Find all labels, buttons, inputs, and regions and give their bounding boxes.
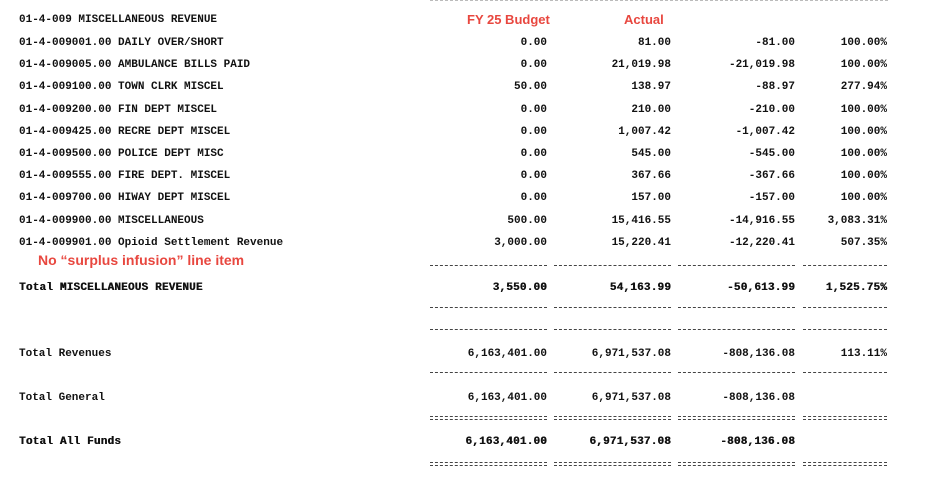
line-item-row [0, 168, 941, 184]
percent-value: 100.00% [840, 37, 887, 49]
column-header-actual: Actual [624, 12, 664, 27]
header-row [0, 12, 941, 28]
rule [803, 265, 887, 269]
percent-value: 100.00% [840, 125, 887, 138]
total-label: Total Revenues [19, 348, 112, 360]
budget-value: 0.00 [520, 103, 547, 116]
budget-value: 0.00 [520, 192, 547, 205]
line-item-row [0, 213, 941, 229]
total-label: Total MISCELLANEOUS REVENUE [19, 282, 203, 294]
total-budget: 6,163,401.00 [467, 392, 547, 404]
percent-value: 100.00% [840, 103, 887, 116]
rule [803, 329, 887, 333]
variance-value: -157.00 [748, 192, 795, 205]
variance-value: -1,007.42 [735, 125, 795, 138]
budget-value: 0.00 [520, 170, 547, 183]
column-header-budget: FY 25 Budget [467, 12, 550, 27]
actual-value: 210.00 [631, 103, 671, 116]
double-rule [803, 462, 887, 466]
line-item-row [0, 235, 941, 251]
account-label: 01-4-009900.00 MISCELLANEOUS [19, 214, 204, 227]
budget-value: 50.00 [513, 81, 547, 94]
budget-value: 3,000.00 [494, 236, 547, 249]
total-misc-row [0, 280, 941, 296]
double-rule [678, 462, 795, 466]
total-variance: -808,136.08 [720, 436, 795, 448]
rule [430, 329, 547, 333]
percent-value: 100.00% [840, 192, 887, 205]
total-actual: 6,971,537.08 [591, 392, 671, 404]
rule [554, 307, 671, 311]
total-budget: 3,550.00 [492, 282, 547, 294]
total-variance: -808,136.08 [722, 392, 795, 404]
total-actual: 6,971,537.08 [591, 348, 671, 360]
account-label: 01-4-009200.00 FIN DEPT MISCEL [19, 103, 218, 116]
double-rule [678, 416, 795, 420]
double-rule [803, 416, 887, 420]
rule [803, 372, 887, 376]
total-percent: 1,525.75% [825, 282, 887, 294]
double-rule [554, 462, 671, 466]
actual-value: 545.00 [631, 148, 671, 160]
account-label: 01-4-009700.00 HIWAY DEPT MISCEL [19, 192, 231, 205]
actual-value: 15,416.55 [611, 214, 671, 227]
budget-value: 0.00 [520, 125, 547, 138]
account-label: 01-4-009901.00 Opioid Settlement Revenue [19, 236, 284, 249]
line-item-row [0, 124, 941, 140]
variance-value: -88.97 [755, 81, 795, 94]
variance-value: -21,019.98 [728, 59, 795, 72]
actual-value: 15,220.41 [611, 236, 671, 249]
variance-value: -14,916.55 [728, 214, 795, 227]
percent-value: 100.00% [840, 170, 887, 183]
rule [678, 307, 795, 311]
section-title: 01-4-009 MISCELLANEOUS REVENUE [19, 14, 218, 26]
percent-value: 100.00% [840, 59, 887, 72]
actual-value: 1,007.42 [618, 125, 671, 138]
line-item-row [0, 190, 941, 206]
variance-value: -545.00 [748, 148, 795, 160]
total-budget: 6,163,401.00 [465, 436, 547, 448]
double-rule [554, 416, 671, 420]
line-item-row [0, 102, 941, 118]
rule [554, 372, 671, 376]
total-revenues-row [0, 346, 941, 362]
actual-value: 157.00 [631, 192, 671, 205]
annotation-note: No “surplus infusion” line item [38, 252, 245, 268]
actual-value: 138.97 [631, 81, 671, 94]
rule [430, 372, 547, 376]
account-label: 01-4-009425.00 RECRE DEPT MISCEL [19, 125, 231, 138]
budget-value: 0.00 [520, 148, 547, 160]
account-label: 01-4-009001.00 DAILY OVER/SHORT [19, 37, 224, 49]
percent-value: 507.35% [840, 236, 887, 249]
rule [430, 307, 547, 311]
actual-value: 81.00 [637, 37, 671, 49]
total-budget: 6,163,401.00 [467, 348, 547, 360]
double-rule [430, 416, 547, 420]
rule [554, 329, 671, 333]
total-label: Total General [19, 392, 105, 404]
account-label: 01-4-009555.00 FIRE DEPT. MISCEL [19, 170, 231, 183]
budget-value: 0.00 [520, 59, 547, 72]
actual-value: 367.66 [631, 170, 671, 183]
line-item-row [0, 79, 941, 95]
total-all-funds-row [0, 434, 941, 450]
line-item-row [0, 35, 941, 51]
percent-value: 100.00% [840, 148, 887, 160]
total-actual: 6,971,537.08 [589, 436, 671, 448]
variance-value: -12,220.41 [728, 236, 795, 249]
budget-value: 500.00 [507, 214, 547, 227]
percent-value: 3,083.31% [827, 214, 887, 227]
line-item-row [0, 146, 941, 162]
total-variance: -808,136.08 [722, 348, 795, 360]
top-rule [430, 0, 888, 3]
total-percent: 113.11% [840, 348, 887, 360]
account-label: 01-4-009005.00 AMBULANCE BILLS PAID [19, 59, 251, 72]
rule [430, 265, 547, 269]
variance-value: -81.00 [755, 37, 795, 49]
rule [554, 265, 671, 269]
total-variance: -50,613.99 [726, 282, 795, 294]
rule [678, 329, 795, 333]
variance-value: -210.00 [748, 103, 795, 116]
total-actual: 54,163.99 [609, 282, 671, 294]
line-item-row [0, 57, 941, 73]
double-rule [430, 462, 547, 466]
account-label: 01-4-009100.00 TOWN CLRK MISCEL [19, 81, 224, 94]
total-label: Total All Funds [19, 436, 122, 448]
rule [803, 307, 887, 311]
account-label: 01-4-009500.00 POLICE DEPT MISC [19, 148, 224, 160]
rule [678, 265, 795, 269]
budget-value: 0.00 [520, 37, 547, 49]
actual-value: 21,019.98 [611, 59, 671, 72]
total-general-row [0, 390, 941, 406]
variance-value: -367.66 [748, 170, 795, 183]
percent-value: 277.94% [840, 81, 887, 94]
rule [678, 372, 795, 376]
